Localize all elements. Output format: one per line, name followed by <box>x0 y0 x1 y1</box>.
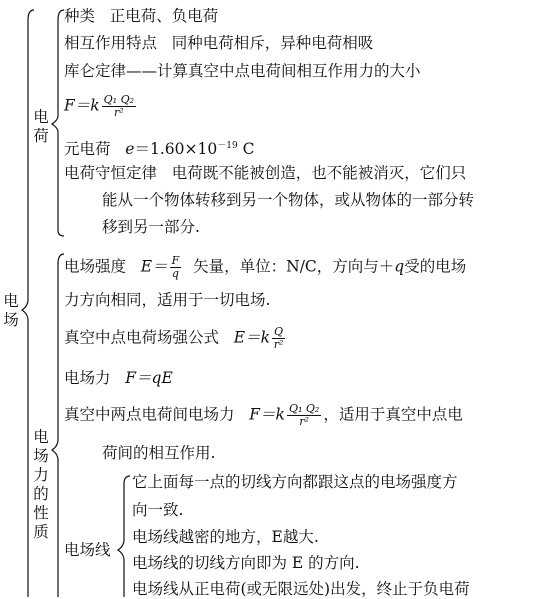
two-charges-force-2: 荷间的相互作用. <box>102 444 216 462</box>
field-lines-item: 电场线越密的地方，E越大. <box>132 528 319 546</box>
charge-label: 电 荷 <box>33 108 49 145</box>
charge-elementary: 元电荷 $e=1.60\times 10^{-19}$ C <box>64 140 255 158</box>
field-force: 电场力 F＝qE <box>64 369 173 387</box>
field-lines-item: 它上面每一点的切线方向都跟这点的电场强度方 <box>132 473 458 491</box>
charge-kinds: 种类 正电荷、负电荷 <box>64 7 219 25</box>
coulomb-formula: F＝k $\frac{\text{Q₁ Q₂}}{\text{r²}}$ <box>64 93 135 119</box>
charge-conservation-2: 能从一个物体转移到另一个物体，或从物体的一部分转 <box>102 191 475 209</box>
coulomb-fraction: $\frac{\text{Q₁ Q₂}}{\text{r²}}$ <box>103 93 135 119</box>
field-lines-item: 电场线从正电荷(或无限远处)出发，终止于负电荷 <box>132 580 470 598</box>
force-property-label: 电 场 力 的 性 质 <box>33 428 49 541</box>
charge-conservation-3: 移到另一部分. <box>102 218 200 236</box>
two-charges-fraction: $\frac{\text{Q₁ Q₂}}{\text{r²}}$ <box>288 402 320 428</box>
field-lines-item: 向一致. <box>132 501 184 519</box>
intensity-fraction: $\frac{F}{q}$ <box>171 254 180 280</box>
point-charge-fraction: $\frac{Q}{\text{r²}}$ <box>273 325 284 351</box>
field-lines-item: 电场线的切线方向即为 E 的方向. <box>132 554 360 572</box>
root-label: 电 场 <box>3 292 19 329</box>
charge-conservation-1: 电荷守恒定律 电荷既不能被创造，也不能被消灭，它们只 <box>64 164 467 182</box>
two-charges-force: 真空中两点电荷间电场力 F＝k $\frac{\text{Q₁ Q₂}}{\text{r²}}$ ，适用于真空中点电 <box>64 402 463 428</box>
point-charge-field: 真空中点电荷场强公式 E＝k $\frac{Q}{\text{r²}}$ <box>64 325 284 351</box>
field-lines-label: 电场线 <box>64 541 111 559</box>
charge-coulomb: 库仑定律——计算真空中点电荷间相互作用力的大小 <box>64 62 421 80</box>
field-intensity: 电场强度 E＝ $\frac{F}{q}$ 矢量，单位：N/C，方向与＋q受的电场 <box>64 254 467 280</box>
field-intensity-2: 力方向相同，适用于一切电场. <box>64 291 271 309</box>
charge-interaction: 相互作用特点 同种电荷相斥，异种电荷相吸 <box>64 34 374 52</box>
